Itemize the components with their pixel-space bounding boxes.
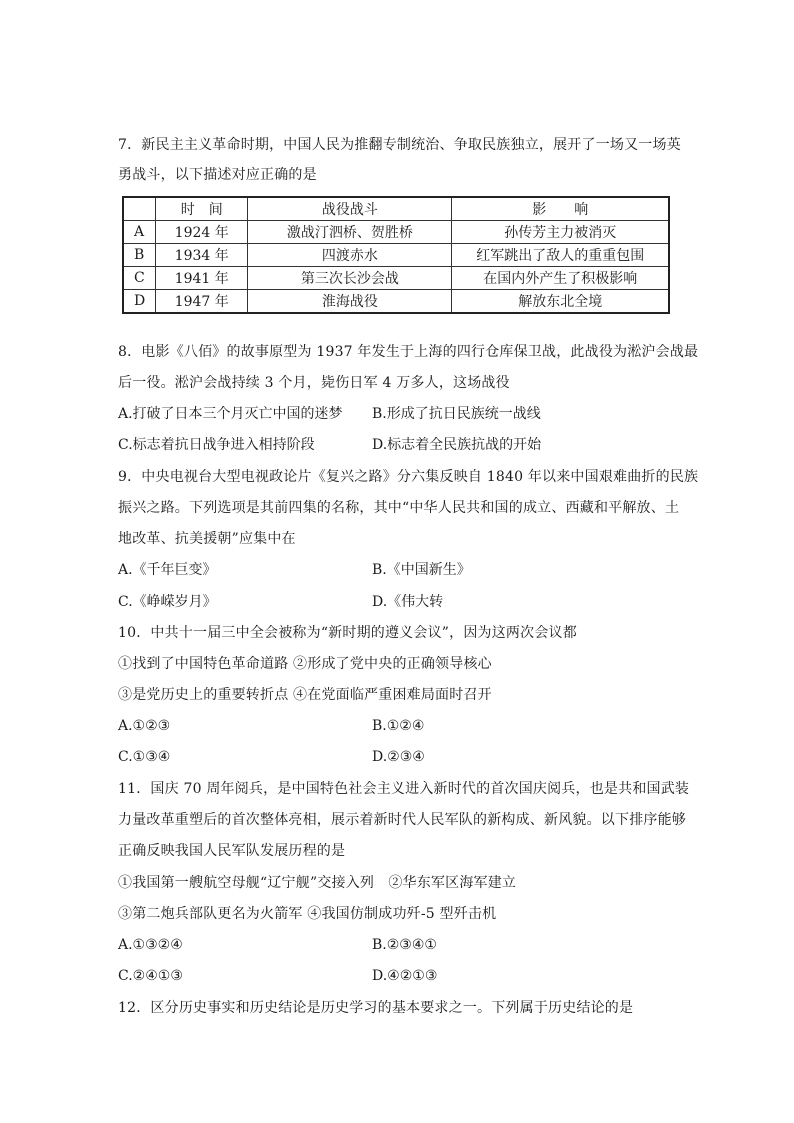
table-row — [123, 290, 669, 314]
q9-option-c[interactable]: C.《峥嵘岁月》 — [118, 594, 217, 610]
q8-option-b[interactable]: B.形成了抗日民族统一战线 — [372, 406, 541, 422]
table-cell: B — [123, 244, 156, 267]
table-header-cell — [123, 197, 156, 221]
table-cell: 淮海战役 — [248, 290, 452, 314]
q11-option-a[interactable]: A.①③②④ — [118, 937, 183, 953]
table-cell: D — [123, 290, 156, 314]
table-header-row — [123, 197, 669, 221]
table-cell: 解放东北全境 — [452, 290, 669, 314]
q8-stem-line2: 后一役。淞沪会战持续 3 个月，毙伤日军 4 万多人，这场战役 — [118, 375, 510, 391]
q11-stem-line2: 力量改革重塑后的首次整体亮相，展示着新时代人民军队的新构成、新风貌。以下排序能够 — [118, 812, 686, 828]
table-cell: 第三次长沙会战 — [248, 267, 452, 290]
q11-option-d[interactable]: D.④②①③ — [372, 968, 438, 984]
table-cell: 在国内外产生了积极影响 — [452, 267, 669, 290]
q8-option-c[interactable]: C.标志着抗日战争进入相持阶段 — [118, 437, 315, 453]
q11-option-b[interactable]: B.②③④① — [372, 937, 437, 953]
q11-stem-line3: 正确反映我国人民军队发展历程的是 — [118, 843, 346, 859]
q9-option-a[interactable]: A.《千年巨变》 — [118, 562, 217, 578]
q10-option-a[interactable]: A.①②③ — [118, 718, 171, 734]
table-cell: 激战汀泗桥、贺胜桥 — [248, 221, 452, 244]
table-row — [123, 244, 669, 267]
q10-option-d[interactable]: D.②③④ — [372, 749, 425, 765]
q9-stem-line1: 9．中央电视台大型电视政论片《复兴之路》分六集反映自 1840 年以来中国艰难曲折的民族 — [118, 469, 699, 485]
q11-option-c[interactable]: C.②④①③ — [118, 968, 183, 984]
table-cell: 红军跳出了敌人的重重包围 — [452, 244, 669, 267]
q9-option-b[interactable]: B.《中国新生》 — [372, 562, 471, 578]
q7-table — [122, 196, 670, 314]
table-row — [123, 267, 669, 290]
table-row — [123, 221, 669, 244]
table-cell: 四渡赤水 — [248, 244, 452, 267]
table-cell: A — [123, 221, 156, 244]
table-cell: 1934 年 — [156, 244, 248, 267]
q9-stem-line2: 振兴之路。下列选项是其前四集的名称，其中“中华人民共和国的成立、西藏和平解放、土 — [118, 500, 680, 516]
q11-stem-line1: 11．国庆 70 周年阅兵，是中国特色社会主义进入新时代的首次国庆阅兵，也是共和国武装 — [118, 781, 690, 797]
table-cell: 1947 年 — [156, 290, 248, 314]
table-cell: C — [123, 267, 156, 290]
q11-statement-line1: ①我国第一艘航空母舰“辽宁舰”交接入列 ②华东军区海军建立 — [118, 875, 517, 891]
q12-stem-line1: 12．区分历史事实和历史结论是历史学习的基本要求之一。下列属于历史结论的是 — [118, 1000, 634, 1016]
table-header-cell: 时 间 — [156, 197, 248, 221]
q8-option-d[interactable]: D.标志着全民族抗战的开始 — [372, 437, 542, 453]
table-header-cell: 影 响 — [452, 197, 669, 221]
q7-stem-line2: 勇战斗，以下描述对应正确的是 — [118, 167, 317, 183]
q10-stem-line1: 10．中共十一届三中全会被称为“新时期的遵义会议”，因为这两次会议都 — [118, 625, 577, 641]
q7-stem-line1: 7．新民主主义革命时期，中国人民为推翻专制统治、争取民族独立，展开了一场又一场英 — [118, 137, 681, 153]
q8-stem-line1: 8．电影《八佰》的故事原型为 1937 年发生于上海的四行仓库保卫战，此战役为淞沪会战最 — [118, 344, 699, 360]
q8-option-a[interactable]: A.打破了日本三个月灭亡中国的迷梦 — [118, 406, 343, 422]
q9-option-d[interactable]: D.《伟大转 — [372, 594, 444, 610]
q11-statement-line2: ③第二炮兵部队更名为火箭军 ④我国仿制成功歼-5 型歼击机 — [118, 906, 497, 922]
q10-option-b[interactable]: B.①②④ — [372, 718, 425, 734]
table-cell: 1924 年 — [156, 221, 248, 244]
q9-stem-line3: 地改革、抗美援朝”应集中在 — [118, 531, 296, 547]
q10-statement-line2: ③是党历史上的重要转折点 ④在党面临严重困难局面时召开 — [118, 687, 492, 703]
table-cell: 孙传芳主力被消灭 — [452, 221, 669, 244]
q10-option-c[interactable]: C.①③④ — [118, 749, 171, 765]
table-cell: 1941 年 — [156, 267, 248, 290]
table-header-cell: 战役战斗 — [248, 197, 452, 221]
q10-statement-line1: ①找到了中国特色革命道路 ②形成了党中央的正确领导核心 — [118, 656, 492, 672]
